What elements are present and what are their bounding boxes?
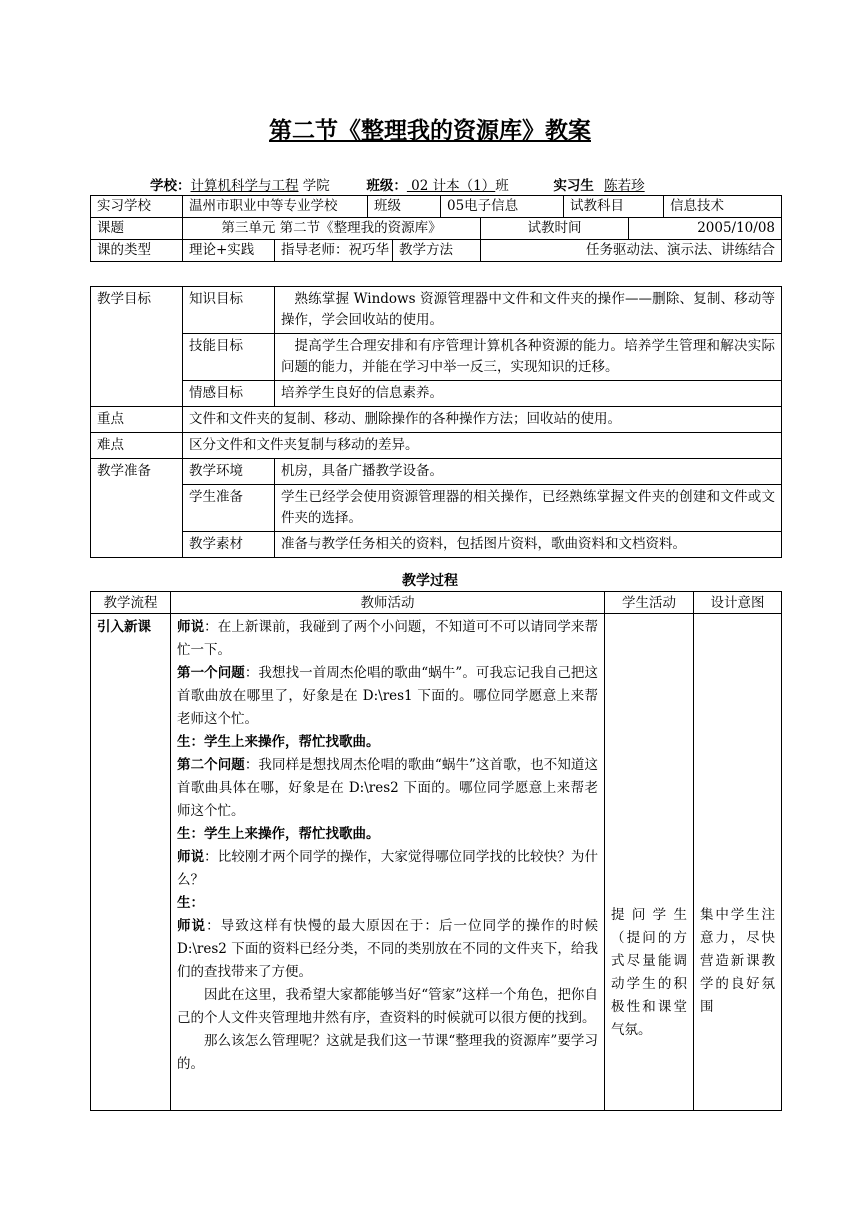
goal-label: 教学目标	[91, 287, 183, 407]
school-suffix: 学院	[298, 178, 330, 194]
teacher-para: 师说：导致这样有快慢的最大原因在于：后一位同学的操作的时候 D:\res2 下面的资料已经分类，不同的类别放在不同的文件夹下，给我们的查找带来了方便。	[177, 918, 599, 980]
info-table	[90, 195, 782, 262]
prep-label: 教学准备	[91, 459, 183, 558]
class-suffix: 班	[495, 178, 509, 194]
knowledge-row	[91, 287, 782, 334]
flow-label: 引入新课	[91, 614, 171, 1111]
teacher-para: 第一个问题：我想找一首周杰伦唱的歌曲“蜗牛”。可我忘记我自己把这首歌曲放在哪里了，好象是在 D:\res1 下面的。哪位同学愿意上来帮老师这个忙。	[177, 665, 598, 727]
student-activity: 提问学生（提问的方式尽量能调动学生的积极性和课堂气氛。	[605, 614, 694, 1111]
process-table	[90, 591, 782, 1111]
header-student: 学生活动	[605, 592, 694, 614]
header-teacher: 教师活动	[171, 592, 605, 614]
student-prep-row	[91, 485, 782, 532]
material-text: 准备与教学任务相关的资料，包括图片资料，歌曲资料和文档资料。	[275, 532, 782, 558]
header-flow: 教学流程	[91, 592, 171, 614]
info-cell: 教学方法	[393, 240, 481, 262]
school-info-line	[150, 174, 645, 194]
info-row-3	[91, 240, 782, 262]
emotion-text: 培养学生良好的信息素养。	[275, 381, 782, 407]
material-row	[91, 532, 782, 558]
teacher-para: 那么该怎么管理呢？这就是我们这一节课“整理我的资源库”要学习的。	[177, 1033, 598, 1072]
info-cell: 指导老师：祝巧华	[275, 240, 393, 262]
info-cell: 温州市职业中等专业学校	[183, 196, 368, 218]
info-cell: 05电子信息	[441, 196, 564, 218]
key-text: 文件和文件夹的复制、移动、删除操作的各种操作方法；回收站的使用。	[183, 407, 782, 433]
key-row	[91, 407, 782, 433]
env-label: 教学环境	[183, 459, 275, 485]
env-text: 机房，具备广播教学设备。	[275, 459, 782, 485]
info-cell: 信息技术	[664, 196, 782, 218]
info-cell: 第三单元 第二节《整理我的资源库》	[183, 218, 481, 240]
info-cell: 实习学校	[91, 196, 183, 218]
teacher-para: 第二个问题：我同样是想找周杰伦唱的歌曲“蜗牛”这首歌，也不知道这首歌曲具体在哪，好象是在 D:\res2 下面的。哪位同学愿意上来帮老师这个忙。	[177, 757, 598, 819]
info-cell: 理论+实践	[183, 240, 275, 262]
material-label: 教学素材	[183, 532, 275, 558]
info-cell: 2005/10/08	[629, 218, 782, 240]
info-cell: 班级	[368, 196, 441, 218]
intern-value: 陈若珍	[604, 178, 645, 194]
objectives-table	[90, 286, 782, 558]
teacher-para: 师说：比较刚才两个同学的操作，大家觉得哪位同学找的比较快？为什么？	[177, 849, 599, 888]
page-title: 第二节《整理我的资源库》教案	[269, 118, 591, 144]
knowledge-text: 熟练掌握 Windows 资源管理器中文件和文件夹的操作——删除、复制、移动等操作，学会回收站的使用。	[275, 287, 782, 334]
key-label: 重点	[91, 407, 183, 433]
info-cell: 试教科目	[564, 196, 664, 218]
difficulty-row	[91, 433, 782, 459]
process-header-row	[91, 592, 782, 614]
class-value: 02 计本（1）	[406, 178, 496, 194]
teacher-para: 生：	[177, 895, 204, 911]
emotion-label: 情感目标	[183, 381, 275, 407]
teacher-para: 因此在这里，我希望大家都能够当好“管家”这样一个角色，把你自己的个人文件夹管理地井然有序，查资料的时候就可以很方便的找到。	[177, 987, 598, 1026]
student-prep-label: 学生准备	[183, 485, 275, 532]
design-intent: 集中学生注意力，尽快营造新课教学的良好氛围	[694, 614, 782, 1111]
info-cell: 课题	[91, 218, 183, 240]
school-value: 计算机科学与工程	[190, 178, 299, 194]
env-row	[91, 459, 782, 485]
teacher-para: 生：学生上来操作，帮忙找歌曲。	[177, 734, 380, 750]
header-intent: 设计意图	[694, 592, 782, 614]
teacher-activity	[171, 614, 605, 1111]
intern-label: 实习生	[553, 178, 594, 194]
skill-text: 提高学生合理安排和有序管理计算机各种资源的能力。培养学生管理和解决实际问题的能力，并能在学习中举一反三，实现知识的迁移。	[275, 334, 782, 381]
school-label: 学校：	[150, 178, 191, 194]
knowledge-label: 知识目标	[183, 287, 275, 334]
student-prep-text: 学生已经学会使用资源管理器的相关操作，已经熟练掌握文件夹的创建和文件或文件夹的选择。	[275, 485, 782, 532]
info-cell: 试教时间	[481, 218, 629, 240]
info-cell: 任务驱动法、演示法、讲练结合	[481, 240, 782, 262]
info-cell: 课的类型	[91, 240, 183, 262]
skill-row	[91, 334, 782, 381]
info-row-1	[91, 196, 782, 218]
difficulty-label: 难点	[91, 433, 183, 459]
teacher-para: 师说：在上新课前，我碰到了两个小问题，不知道可不可以请同学来帮忙一下。	[177, 619, 599, 658]
teacher-para: 生：学生上来操作，帮忙找歌曲。	[177, 826, 380, 842]
difficulty-text: 区分文件和文件夹复制与移动的差异。	[183, 433, 782, 459]
skill-label: 技能目标	[183, 334, 275, 381]
class-label: 班级：	[366, 178, 407, 194]
process-section-title: 教学过程	[402, 573, 458, 589]
process-row-intro	[91, 614, 782, 1111]
info-row-2	[91, 218, 782, 240]
emotion-row	[91, 381, 782, 407]
